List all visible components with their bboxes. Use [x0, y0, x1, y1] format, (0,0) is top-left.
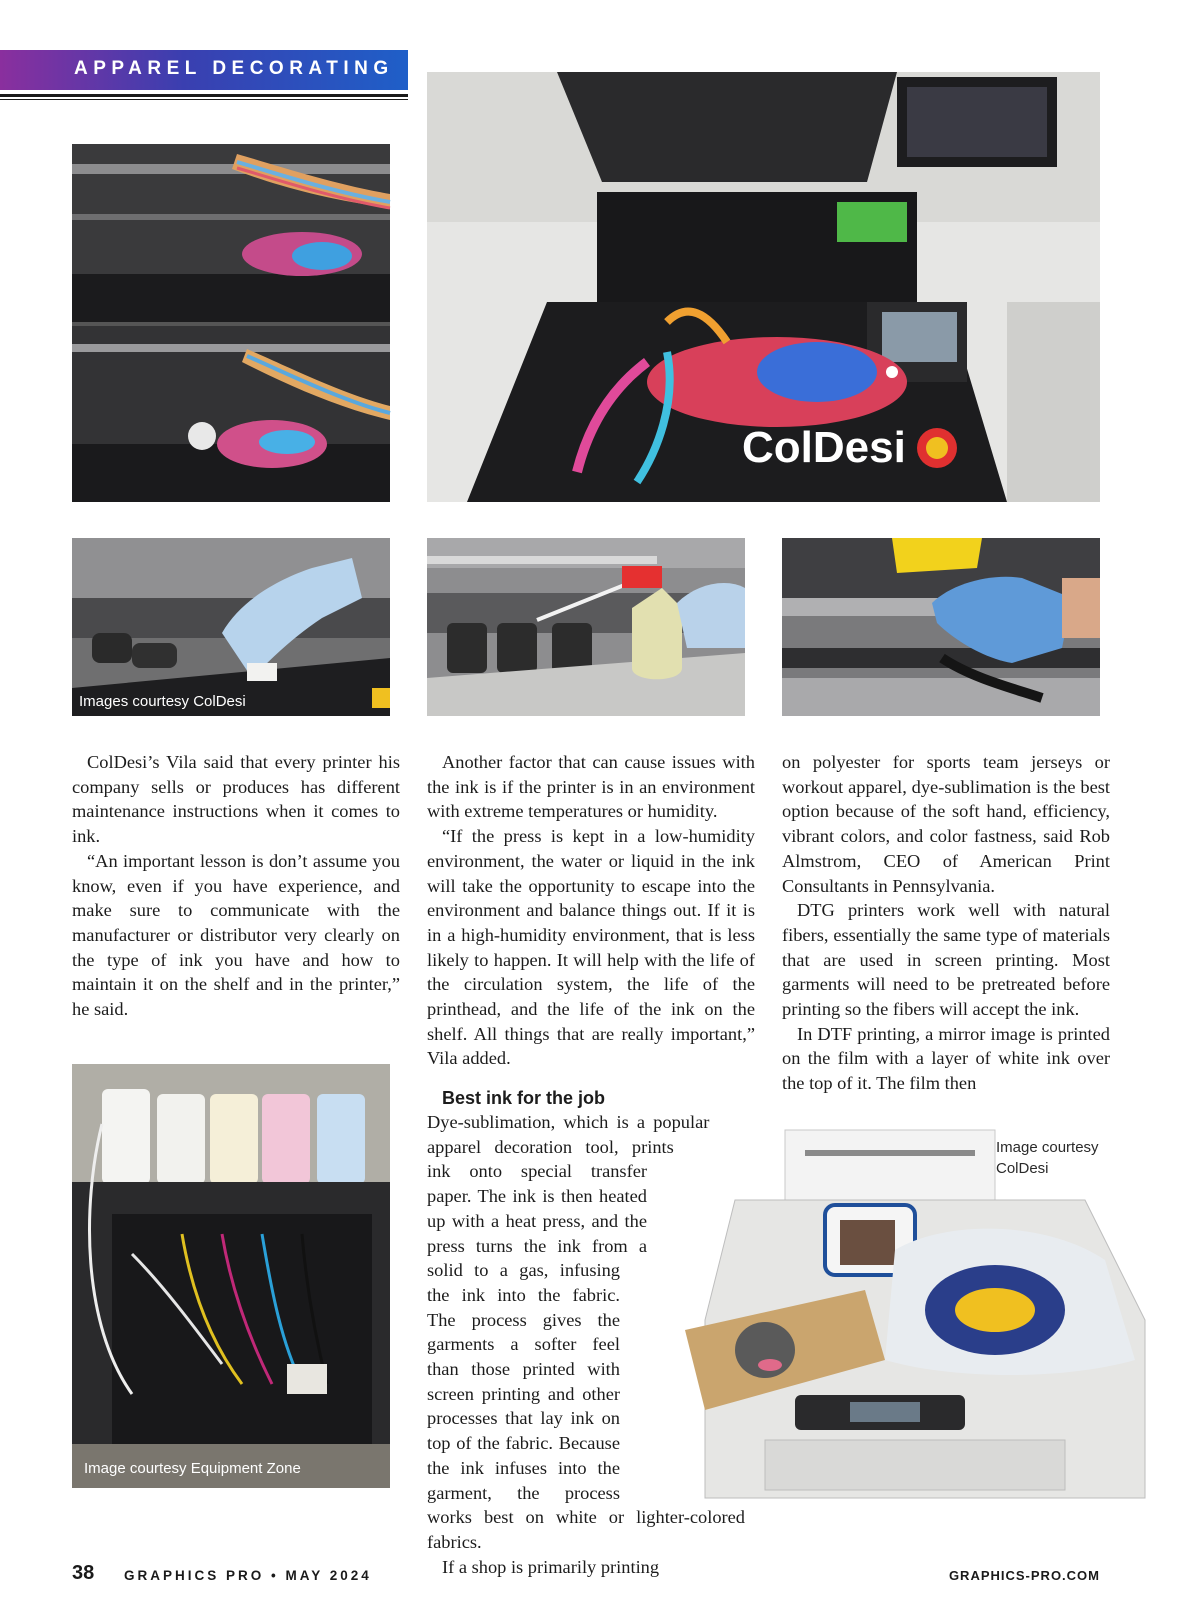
paragraph: In DTF printing, a mirror image is printed on the film with a layer of white ink over the top of it. The film then [782, 1023, 1110, 1094]
paragraph: “An important lesson is don’t assume you know, even if you have experience, and make sure to communicate with the manufacturer or distributor very clearly on the type of ink you have and how to maintain it on the shelf and in the printer,” he said. [72, 850, 400, 1020]
paragraph: Another factor that can cause issues with the ink is if the printer is in an environment with extreme temperatures or humidity. [427, 752, 755, 822]
paragraph: on polyester for sports team jerseys or workout apparel, dye-sublimation is the best option because of the soft hand, efficiency, vibrant colors, and color fastness, said Rob Almstrom, CEO of American Print Consultants in Pennsylvania. [782, 752, 1110, 896]
paragraph: If a shop is primarily printing [442, 1556, 660, 1577]
credit-line: Image courtesy [996, 1139, 1099, 1156]
paragraph: “If the press is kept in a low-humidity environment, the water or liquid in the ink will take the opportunity to escape into the environment and balance things out. If it is in a high-humidity environment, that is less likely to happen. It will help with the life of the circulation system, the life of the printhead, and the life of the ink on the shelf. All things that are really important,” Vila added. [427, 826, 755, 1069]
subheading: Best ink for the job [442, 1088, 606, 1108]
website-url: GRAPHICS-PRO.COM [948, 1568, 1100, 1583]
photo-credit-coldesi-printer [996, 1137, 1099, 1179]
coldesi-logo-text: ColDesi [742, 423, 906, 472]
photo-credit-equipment-zone: Image courtesy Equipment Zone [84, 1460, 301, 1477]
paragraph: Dye-sublimation, which is a popular apparel decoration tool, prints ink onto special transfer paper. The ink is then heated up with a heat press, and the press turns the ink from a solid to a gas, infusing the ink into the fabric. The process gives the garments a softer feel than those printed with screen printing and other processes that lay ink on top of the fabric. Because the ink infuses into the garment, the process works best on white or lighter-colored fabrics. [427, 1112, 745, 1552]
header-rule-thin [0, 99, 408, 100]
article-column-2 [427, 750, 755, 1071]
header-rule-thick [0, 94, 408, 97]
dye-sublimation-printer-photo [665, 1130, 1157, 1498]
ink-bottle-flush-photo [427, 538, 745, 716]
credit-line: ColDesi [996, 1160, 1049, 1177]
publication-info: GRAPHICS PRO • MAY 2024 [124, 1568, 372, 1583]
ink-tanks-photo [72, 1064, 390, 1488]
article-column-1 [72, 750, 400, 1022]
glove-cleaning-photo [72, 538, 390, 716]
glove-under-label-photo [782, 538, 1100, 716]
paragraph: ColDesi’s Vila said that every printer his company sells or produces has different maintenance instructions when it comes to ink. [72, 752, 400, 847]
article-column-3 [782, 750, 1110, 1096]
dtg-printer-fish-shirt-photo [427, 72, 1100, 502]
printer-carriage-photo [72, 144, 390, 502]
article-column-2-lower [427, 1086, 755, 1111]
section-header-label: APPAREL DECORATING [74, 58, 394, 79]
photo-credit-coldesi: Images courtesy ColDesi [79, 693, 246, 710]
section-header-banner [0, 50, 408, 90]
page-number: 38 [72, 1562, 95, 1584]
paragraph: DTG printers work well with natural fibers, essentially the same type of materials that are used in screen printing. Most garments will need to be pretreated before printing so the fibers will accept the ink. [782, 900, 1110, 1020]
